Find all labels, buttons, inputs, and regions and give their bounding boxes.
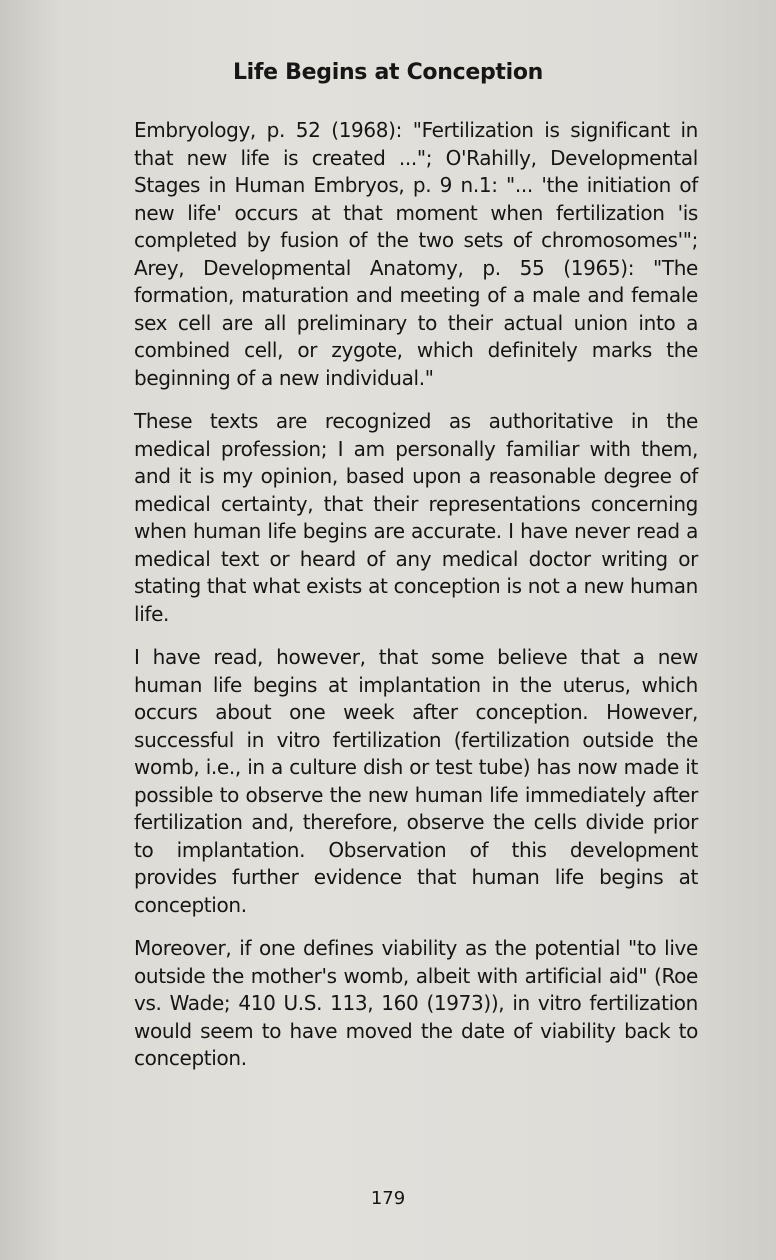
body-text xyxy=(134,117,698,1089)
paragraph-4: Moreover, if one defines viability as the potential "to live outside the mother's womb, albeit with artificial aid" (Roe vs. Wade; 410 U.S. 113, 160 (1973)), in vitro fertilization would seem to have moved the date of viability back to conception. xyxy=(134,936,698,1070)
running-head: Life Begins at Conception xyxy=(232,60,544,85)
paragraph-3: I have read, however, that some believe that a new human life begins at implantation in the uterus, which occurs about one week after conception. However, successful in vitro fertilization (fertilization outside the womb, i.e., in a culture dish or test tube) has now made it possible to observe the new human life immediately after fertilization and, therefore, observe the cells divide prior to implantation. Observation of this development provides further evidence that human life begins at conception. xyxy=(134,645,698,917)
page-number: 179 xyxy=(370,1188,406,1209)
paragraph-1: Embryology, p. 52 (1968): "Fertilization is significant in that new life is created ..."; O'Rahilly, Developmental Stages in Human Embryos, p. 9 n.1: "... 'the initiation of new life' occurs at that moment when fertilization 'is completed by fusion of the two sets of chromosomes'"; Arey, Developmental Anatomy, p. 55 (1965): "The formation, maturation and meeting of a male and female sex cell are all preliminary to their actual union into a combined cell, or zygote, which definitely marks the beginning of a new individual." xyxy=(134,118,698,390)
paragraph-2: These texts are recognized as authoritative in the medical profession; I am personally familiar with them, and it is my opinion, based upon a reasonable degree of medical certainty, that their representations concerning when human life begins are accurate. I have never read a medical text or heard of any medical doctor writing or stating that what exists at conception is not a new human life. xyxy=(134,409,698,626)
